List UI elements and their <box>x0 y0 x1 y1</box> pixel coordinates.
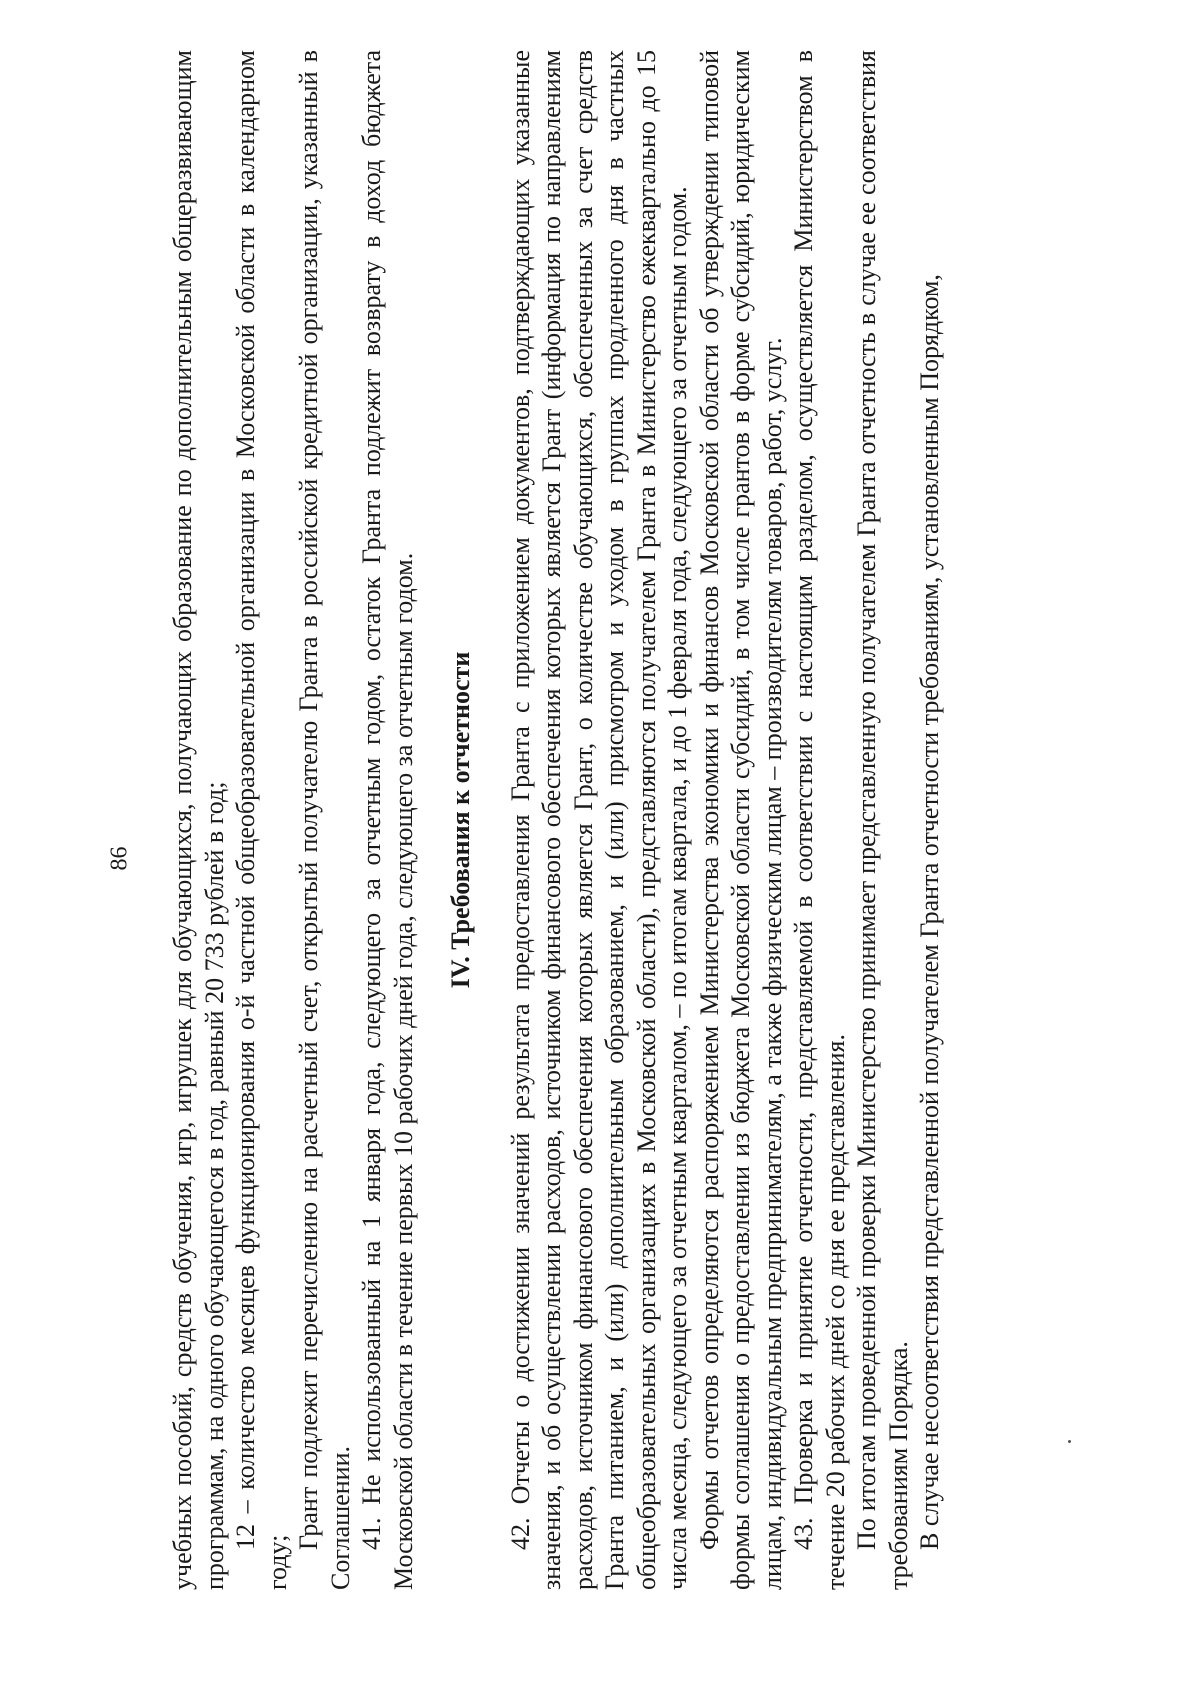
paragraph: По итогам проведенной проверки Министерство принимает представленную получателем Гранта отчетность в случае ее соответствия требованиям Порядка. <box>852 50 913 1590</box>
paragraph: 43. Проверка и принятие отчетности, представляемой в соответствии с настоящим разделом, осуществляется Министерством в течение 20 рабочих дней со дня ее представления. <box>789 50 850 1590</box>
rotated-text-block <box>167 50 1067 1590</box>
scan-speck <box>1068 1440 1071 1443</box>
paragraph: Грант подлежит перечислению на расчетный счет, открытый получателю Гранта в российской кредитной организации, указанный в Соглашении. <box>294 50 355 1590</box>
page-number: 86 <box>106 846 133 871</box>
paragraph: 41. Не использованный на 1 января года, следующего за отчетным годом, остаток Гранта подлежит возврату в доход бюджета Московской области в течение первых 10 рабочих дней года, следующего за отчетным годом. <box>357 50 418 1590</box>
paragraph: учебных пособий, средств обучения, игр, игрушек для обучающихся, получающих образование по дополнительным общеразвивающим программам, на одного обучающегося в год, равный 20 733 рублей в год; <box>168 50 229 1590</box>
paragraph: 42. Отчеты о достижении значений результата предоставления Гранта с приложением документов, подтверждающих указанные значения, и об осуществлении расходов, источником финансового обеспечения которых является Грант (информация по направлениям расходов, источником финансового обеспечения которых является Грант, о количестве обучающихся, обеспеченных за счет средств Гранта питанием, и (или) дополнительным образованием, и (или) присмотром и уходом в группах продленного дня в частных общеобразовательных организациях в Московской области), представляются получателем Гранта в Министерство ежеквартально до 15 числа месяца, следующего за отчетным кварталом, – по итогам квартала, и до 1 февраля года, следующего за отчетным годом. <box>505 50 692 1590</box>
paragraph: 12 – количество месяцев функционирования о-й частной общеобразовательной организации в Московской области в календарном году; <box>231 50 292 1590</box>
paragraph: Формы отчетов определяются распоряжением Министерства экономики и финансов Московской области об утверждении типовой формы соглашения о предоставлении из бюджета Московской области субсидий, в том числе грантов в форме субсидий, юридическим лицам, индивидуальным предпринимателям, а также физическим лицам – производителям товаров, работ, услуг. <box>694 50 787 1590</box>
paragraph: В случае несоответствия представленной получателем Гранта отчетности требованиям, установленным Порядком, <box>915 274 944 1550</box>
section-heading: IV. Требования к отчетности <box>446 651 475 989</box>
